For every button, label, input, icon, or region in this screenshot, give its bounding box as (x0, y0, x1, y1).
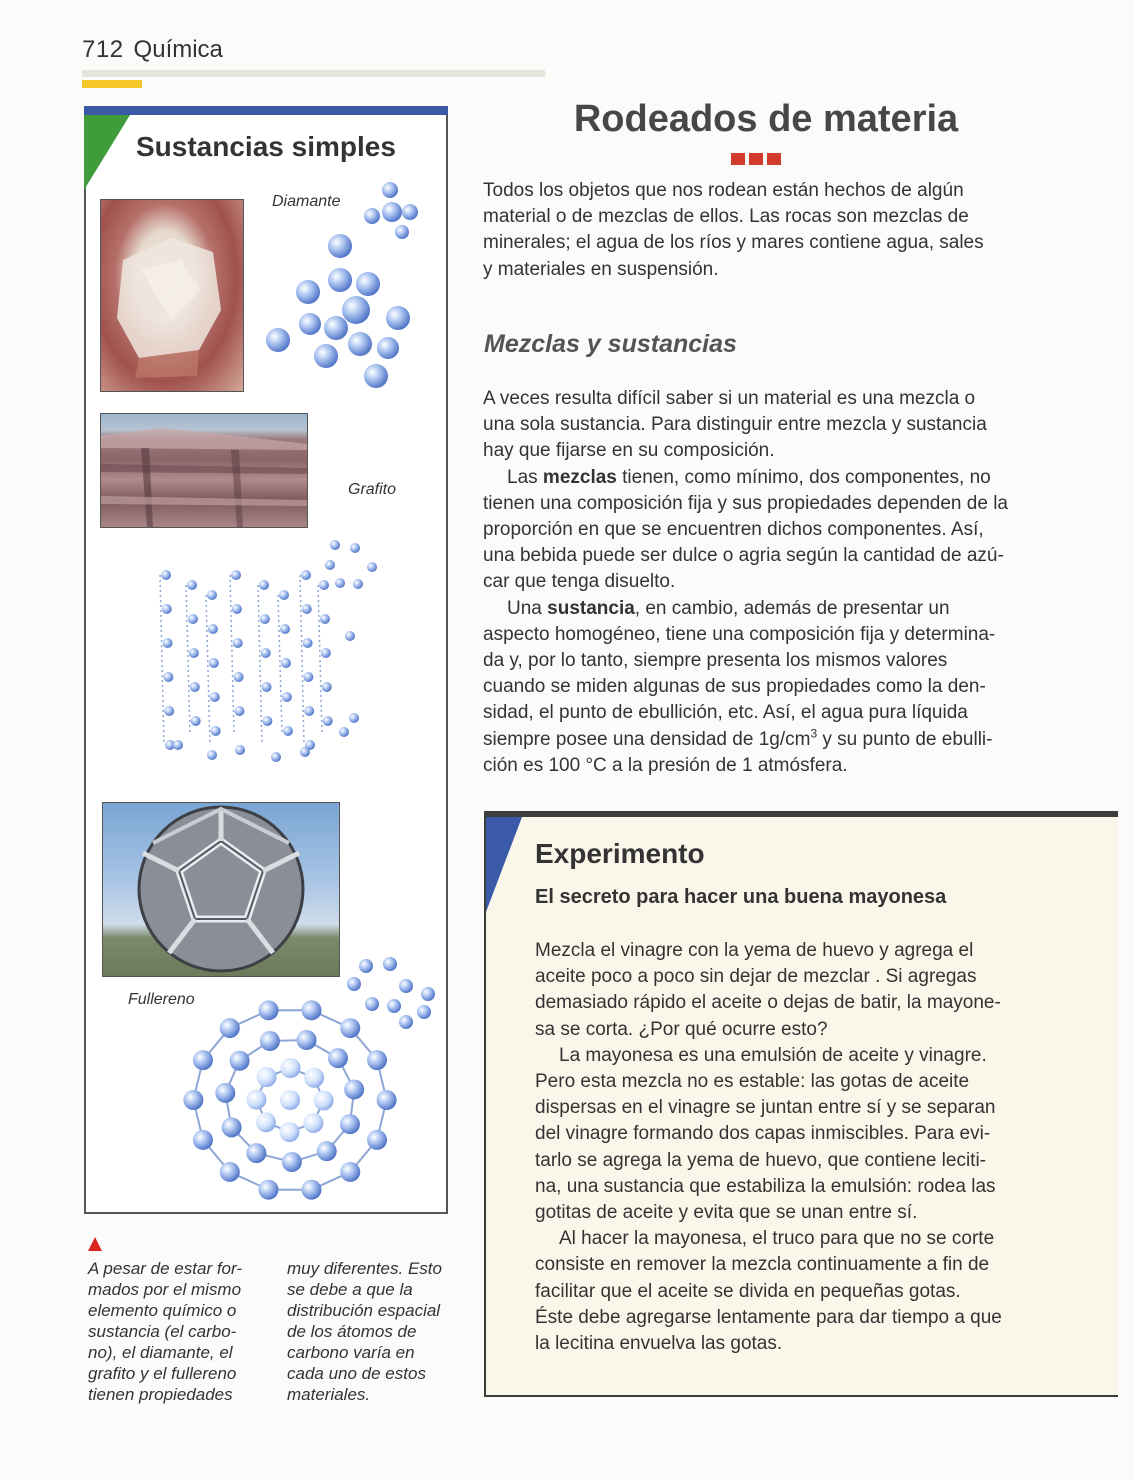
section-heading: Mezclas y sustancias (484, 330, 737, 358)
title-marker-squares (731, 152, 785, 170)
main-title: Rodeados de materia (573, 98, 959, 140)
section-paragraph-1: A veces resulta difícil saber si un material es una mezcla o una sola sustancia. Para distinguir entre mezcla y sustancia hay que fijarse en su composición. (483, 388, 987, 462)
diamond-caption: Diamante (272, 193, 341, 210)
superscript-3: 3 (810, 726, 818, 741)
experiment-paragraph-2: La mayonesa es una emulsión de aceite y vinagre. Pero esta mezcla no es estable: las gotas de aceite dispersas en el vinagre se juntan entre sí y se separan del vinagre formando dos capas inmiscibles. Para evi- tarlo se agrega la yema de huevo, que contiene leciti- na, una sustancia que estabiliza la emulsión: rodea las gotitas de aceite y evita que se unan entre sí. (535, 1044, 996, 1224)
p2-text: tienen, como mínimo, dos componentes, no tienen una composición fija y sus propiedades dependen de la proporción en que se encuentren dichos componentes. Así, una bebida puede ser dulce o agria según la cantidad de azú- car que tenga disuelto. (483, 466, 1008, 593)
title-marker-square (749, 153, 763, 165)
experiment-title: Experimento (535, 838, 705, 869)
term-sustancia: sustancia (547, 597, 635, 619)
fullerene-sculpture-photo (102, 802, 340, 977)
experiment-paragraph-3: Al hacer la mayonesa, el truco para que no se corte consiste en remover la mezcla continuamente a fin de facilitar que el aceite se divida en pequeñas gotas. Éste debe agregarse lentamente para dar tiempo a que la lecitina envuelva las gotas. (535, 1228, 1002, 1355)
sidebar-green-corner (84, 115, 130, 190)
experiment-blue-corner (486, 817, 522, 912)
section-paragraph-2 (483, 465, 1057, 596)
header-rule (82, 70, 545, 77)
experiment-subtitle: El secreto para hacer una buena mayonesa (535, 886, 947, 908)
subject-label: Química (133, 36, 223, 63)
intro-text: Todos los objetos que nos rodean están hechos de algún material o de mezclas de ellos. Las rocas son mezclas de minerales; el agua de los ríos y mares contiene agua, sales y materiales en suspensión. (483, 180, 984, 280)
fullerene-caption: Fullereno (128, 991, 195, 1008)
section-body (483, 386, 1057, 779)
graphite-caption: Grafito (348, 481, 397, 498)
term-mezclas: mezclas (542, 466, 617, 488)
sidebar-title: Sustancias simples (136, 131, 396, 162)
figure-caption-col2: muy diferentes. Esto se debe a que la distribución espacial de los átomos de carbono varía en cada uno de estos materiales. (287, 1259, 442, 1404)
caption-triangle-marker (88, 1237, 102, 1251)
intro-paragraph (483, 178, 1057, 283)
p3-text-b: y su punto de ebulli- ción es 100 °C a la presión de 1 atmósfera. (483, 728, 993, 776)
page-number: 712 (82, 36, 124, 63)
diamond-photo (100, 199, 244, 392)
experiment-body (535, 938, 1055, 1357)
p3-text-a: , en cambio, además de presentar un aspecto homogéneo, tiene una composición fija y determina- da y, por lo tanto, siempre presenta los mismos valores cuando se miden algunas de sus propiedades como la den- sidad, el punto de ebullición, etc. Así, el agua pura líquida siempre posee una densidad de 1g/cm (483, 597, 996, 750)
graphite-photo (100, 413, 308, 528)
title-marker-square (767, 153, 781, 165)
title-marker-square (731, 153, 745, 165)
sidebar-top-bar (84, 106, 448, 115)
p3-prefix: Una (507, 597, 548, 619)
header-accent-bar (82, 80, 142, 88)
page-header (82, 36, 223, 64)
p2-prefix: Las (507, 466, 543, 488)
figure-caption-col1: A pesar de estar for- mados por el mismo elemento químico o sustancia (el carbo- no), el diamante, el grafito y el fullereno tienen propiedades (88, 1259, 243, 1404)
experiment-paragraph-1: Mezcla el vinagre con la yema de huevo y agrega el aceite poco a poco sin dejar de mezclar . Si agregas demasiado rápido el aceite o dejas de batir, la mayone- sa se corta. ¿Por qué ocurre esto? (535, 940, 1001, 1040)
section-paragraph-3 (483, 596, 1057, 779)
